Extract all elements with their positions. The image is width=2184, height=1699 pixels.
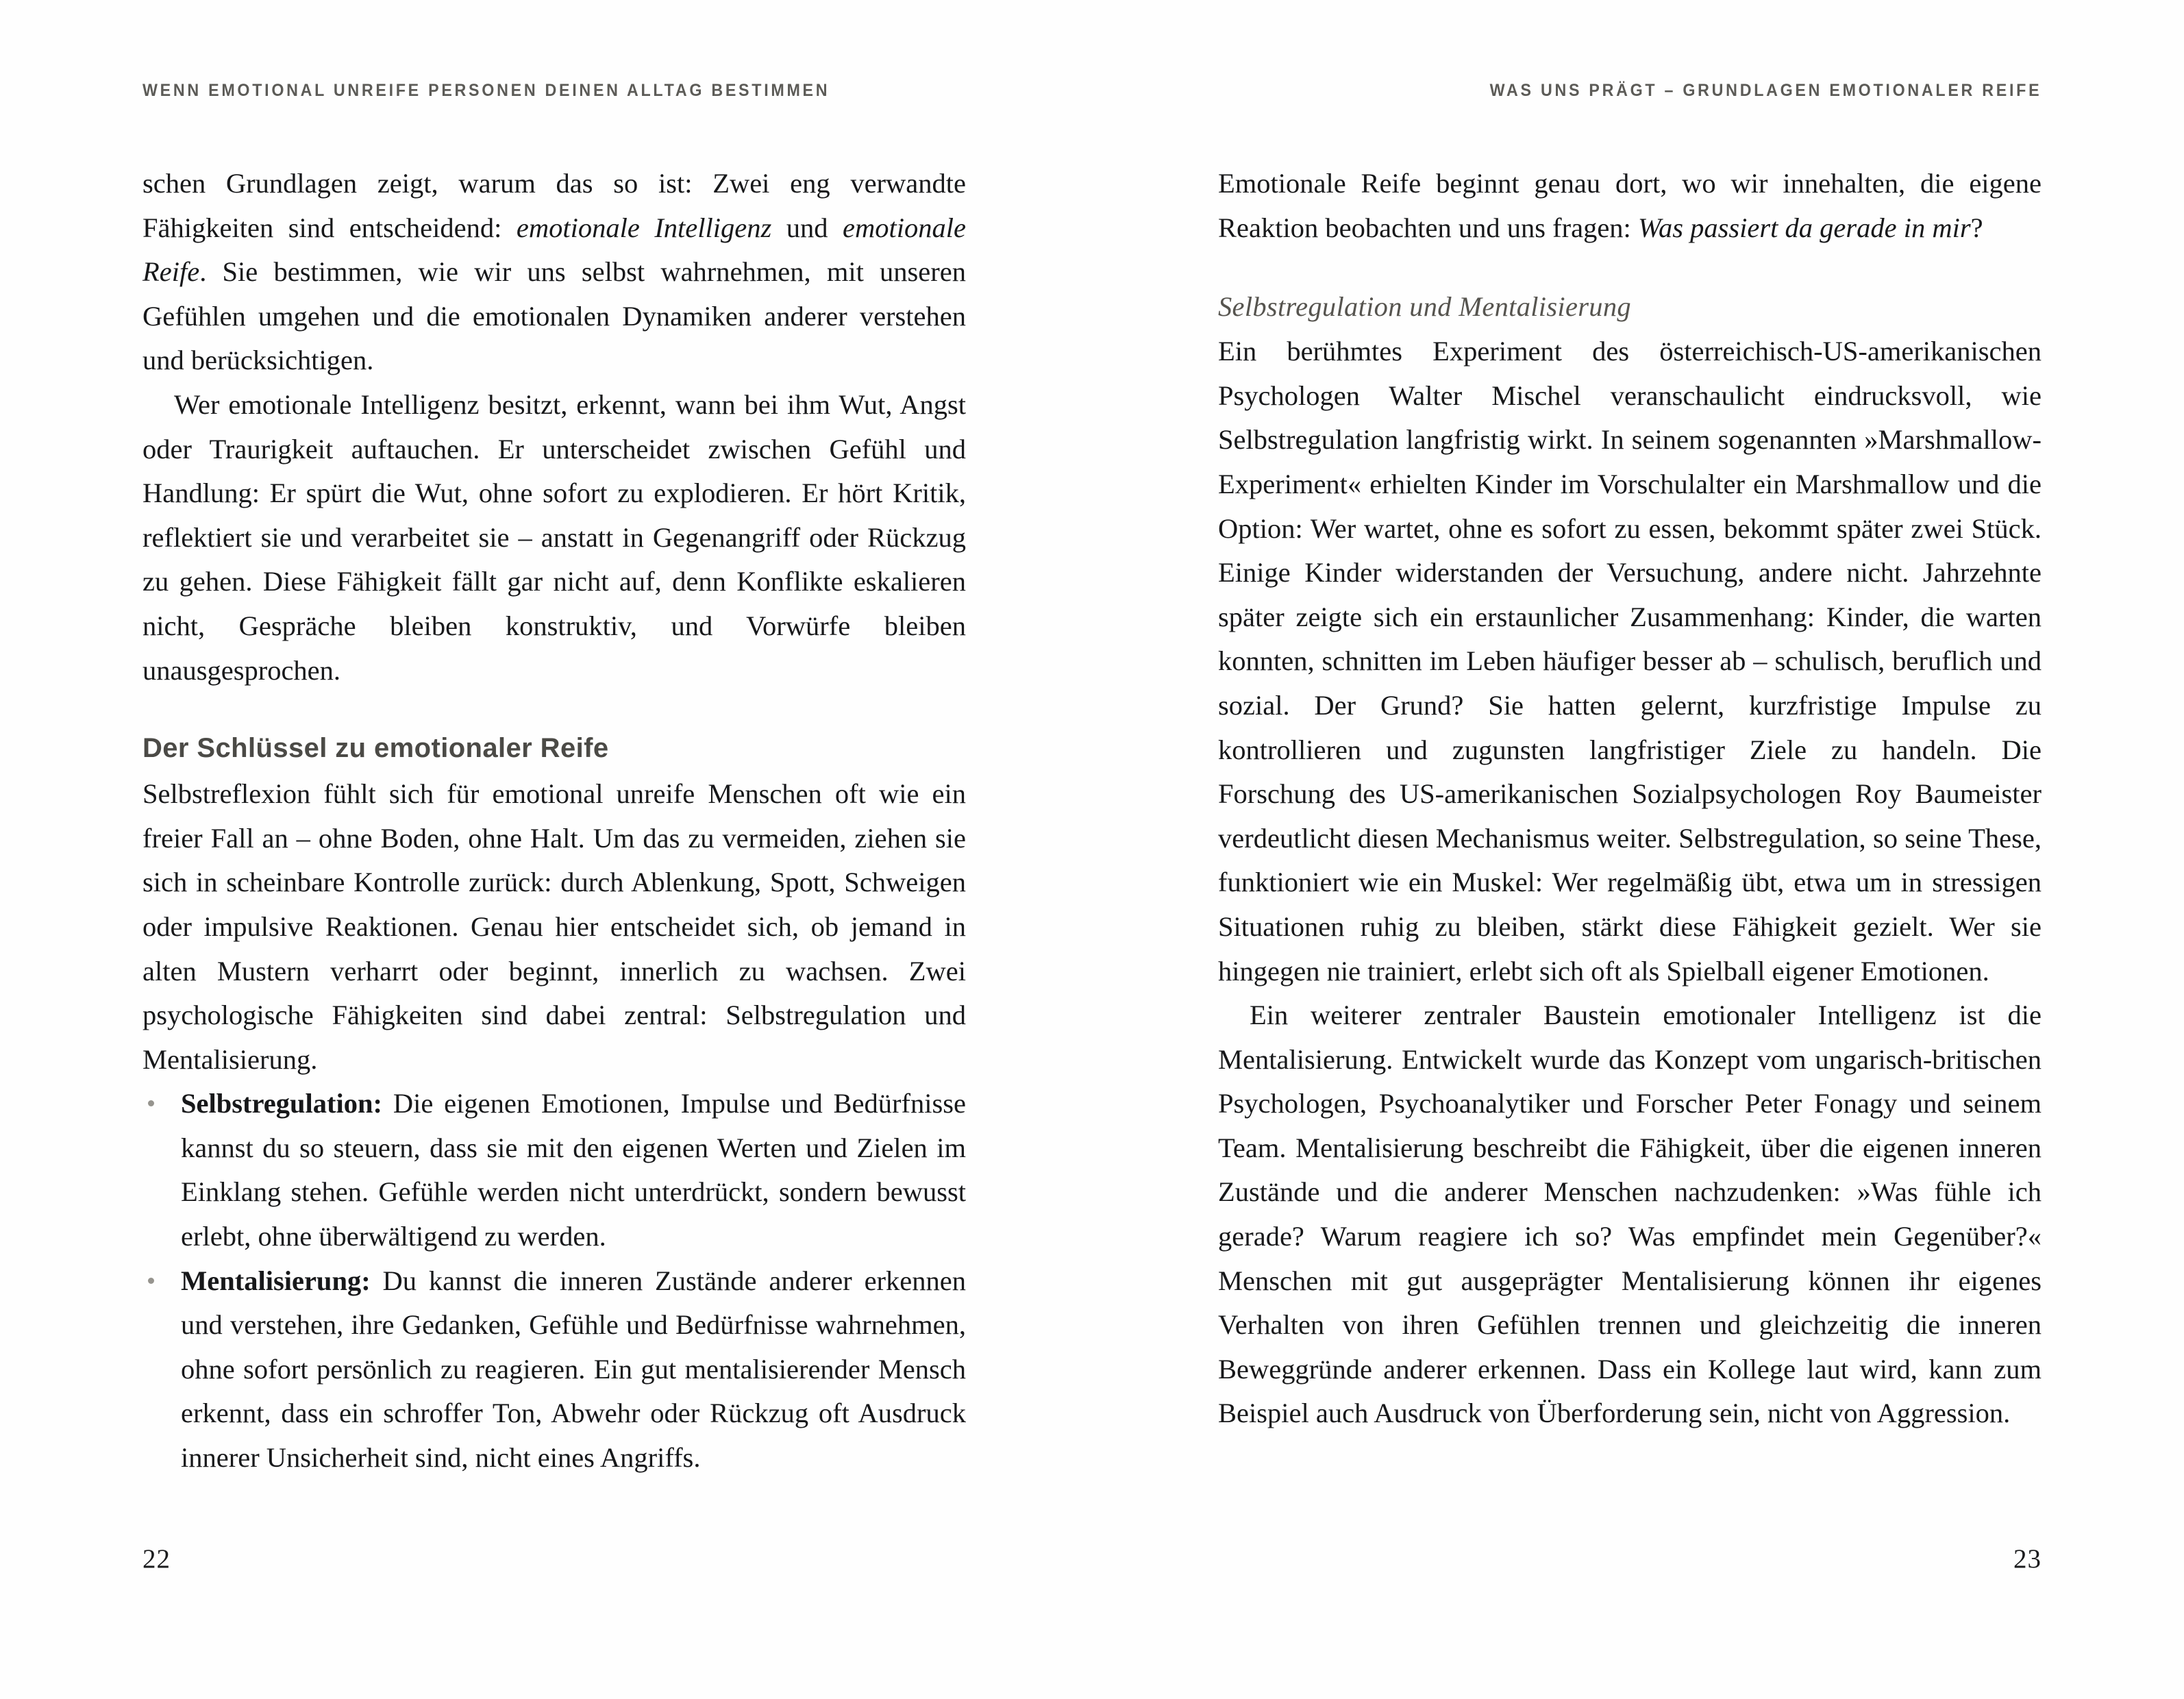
emphasis-was-passiert: Was passiert da gerade in mir (1637, 212, 1971, 243)
emphasis-emotionale-intelligenz: emotionale Intelligenz (516, 212, 772, 243)
text-column-left (142, 162, 966, 1474)
running-head-right: WAS UNS PRÄGT – GRUNDLAGEN EMOTIONALER REIFE (1489, 81, 2042, 100)
bullet-paragraph (181, 1082, 966, 1258)
bullet-lead-label: Mentalisierung: (181, 1265, 371, 1296)
bullet-paragraph (181, 1259, 966, 1480)
paragraph-text-part: . Sie bestimmen, wie wir uns selbst wahrnehmen, mit unseren Gefühlen umgehen und die emotionalen Dynamiken anderer verstehen und berücksichtigen. (142, 256, 966, 376)
paragraph-emotionale-reife (1218, 162, 2042, 250)
paragraph-marshmallow-experiment: Ein berühmtes Experiment des österreichisch-US-amerikanischen Psychologen Walter Mischel veranschaulicht eindrucksvoll, wie Selbstregulation langfristig wirkt. In seinem sogenannten »Marshmallow-Experiment« erhielten Kinder im Vorschulalter ein Marshmallow und die Option: Wer wartet, ohne es sofort zu essen, bekommt später zwei Stück. Einige Kinder widerstanden der Versuchung, andere nicht. Jahrzehnte später zeigte sich ein erstaunlicher Zusammenhang: Kinder, die warten konnten, schnitten im Leben häufiger besser ab – schulisch, beruflich und sozial. Der Grund? Sie hatten gelernt, kurzfristige Impulse zu kontrollieren und zugunsten langfristiger Ziele zu handeln. Die Forschung des US-amerikanischen Sozialpsychologen Roy Baumeister verdeutlicht diesen Mechanismus weiter. Selbstregulation, so seine These, funktioniert wie ein Muskel: Wer regelmäßig übt, etwa um in stressigen Situationen ruhig zu bleiben, stärkt diese Fähigkeit gezielt. Wer sie hingegen nie trainiert, erlebt sich oft als Spielball eigener Emotionen. (1218, 336, 2042, 987)
sub-heading-selbstregulation: Selbstregulation und Mentalisierung (1218, 291, 1631, 323)
paragraph-mentalisierung: Ein weiterer zentraler Baustein emotionaler Intelligenz ist die Mentalisierung. Entwickelt wurde das Konzept vom ungarisch-britischen Psychologen, Psychoanalytiker und Forscher Peter Fonagy und seinem Team. Mentalisierung beschreibt die Fähigkeit, über die eigenen inneren Zustände und die anderer Menschen nachzudenken: »Was fühle ich gerade? Warum reagiere ich so? Was empfindet mein Gegenüber?« Menschen mit gut ausgeprägter Mentalisierung können ihr eigenes Verhalten von ihren Gefühlen trennen und gleichzeitig die inneren Beweggründe anderer erkennen. Dass ein Kollege laut wird, kann zum Beispiel auch Ausdruck von Überforderung sein, nicht von Aggression. (1218, 1000, 2042, 1429)
paragraph-selbstreflexion: Selbstreflexion fühlt sich für emotional unreife Menschen oft wie ein freier Fall an – ohne Boden, ohne Halt. Um das zu vermeiden, ziehen sie sich in scheinbare Kontrolle zurück: durch Ablenkung, Spott, Schweigen oder impulsive Reaktionen. Genau hier entscheidet sich, ob jemand in alten Mustern verharrt oder beginnt, innerlich zu wachsen. Zwei psychologische Fähigkeiten sind dabei zentral: Selbstregulation und Mentalisierung. (142, 778, 966, 1075)
running-head-left: WENN EMOTIONAL UNREIFE PERSONEN DEINEN ALLTAG BESTIMMEN (142, 81, 830, 100)
section-heading-schluessel: Der Schlüssel zu emotionaler Reife (142, 733, 609, 764)
text-column-right (1218, 162, 2042, 1429)
bullet-dot-icon (148, 1100, 154, 1106)
list-item (142, 1259, 966, 1480)
paragraph-continued (142, 162, 966, 383)
paragraph-text-part: ? (1970, 212, 1983, 243)
paragraph-emotionale-intelligenz: Wer emotionale Intelligenz besitzt, erkennt, wann bei ihm Wut, Angst oder Traurigkeit auftauchen. Er unterscheidet zwischen Gefühl und Handlung: Er spürt die Wut, ohne sofort zu explodieren. Er hört Kritik, reflektiert sie und verarbeitet sie – anstatt in Gegenangriff oder Rückzug zu gehen. Diese Fähigkeit fällt gar nicht auf, denn Konflikte eskalieren nicht, Gespräche bleiben konstruktiv, und Vorwürfe bleiben unausgesprochen. (142, 388, 966, 686)
bullet-list (142, 1082, 966, 1480)
bullet-dot-icon (148, 1278, 154, 1284)
paragraph-text-part: schen Grundlagen zeigt, warum das so ist: Zwei eng verwandte Fähigkeiten sind entscheidend: (142, 168, 966, 243)
bullet-lead-label: Selbstregulation: (181, 1088, 383, 1119)
page-number-right: 23 (2013, 1544, 2042, 1574)
list-item (142, 1082, 966, 1258)
page-number-left: 22 (142, 1544, 171, 1574)
bullet-body-text: Du kannst die inneren Zustände anderer erkennen und verstehen, ihre Gedanken, Gefühle und Bedürfnisse wahrnehmen, ohne sofort persönlich zu reagieren. Ein gut mentalisierender Mensch erkennt, dass ein schroffer Ton, Abwehr oder Rückzug oft Ausdruck innerer Unsicherheit sind, nicht eines Angriffs. (181, 1265, 966, 1474)
paragraph-text-part: und (771, 212, 843, 243)
page-right (1092, 0, 2184, 1699)
emphasis-emotionale-reife: emotionale Reife (142, 212, 966, 288)
bullet-body-text: Die eigenen Emotionen, Impulse und Bedürfnisse kannst du so steuern, dass sie mit den eigenen Werten und Zielen im Einklang stehen. Gefühle werden nicht unterdrückt, sondern bewusst erlebt, ohne überwältigend zu werden. (181, 1088, 966, 1252)
paragraph-text-part: Emotionale Reife beginnt genau dort, wo wir innehalten, die eigene Reaktion beobachten und uns fragen: (1218, 168, 2042, 243)
